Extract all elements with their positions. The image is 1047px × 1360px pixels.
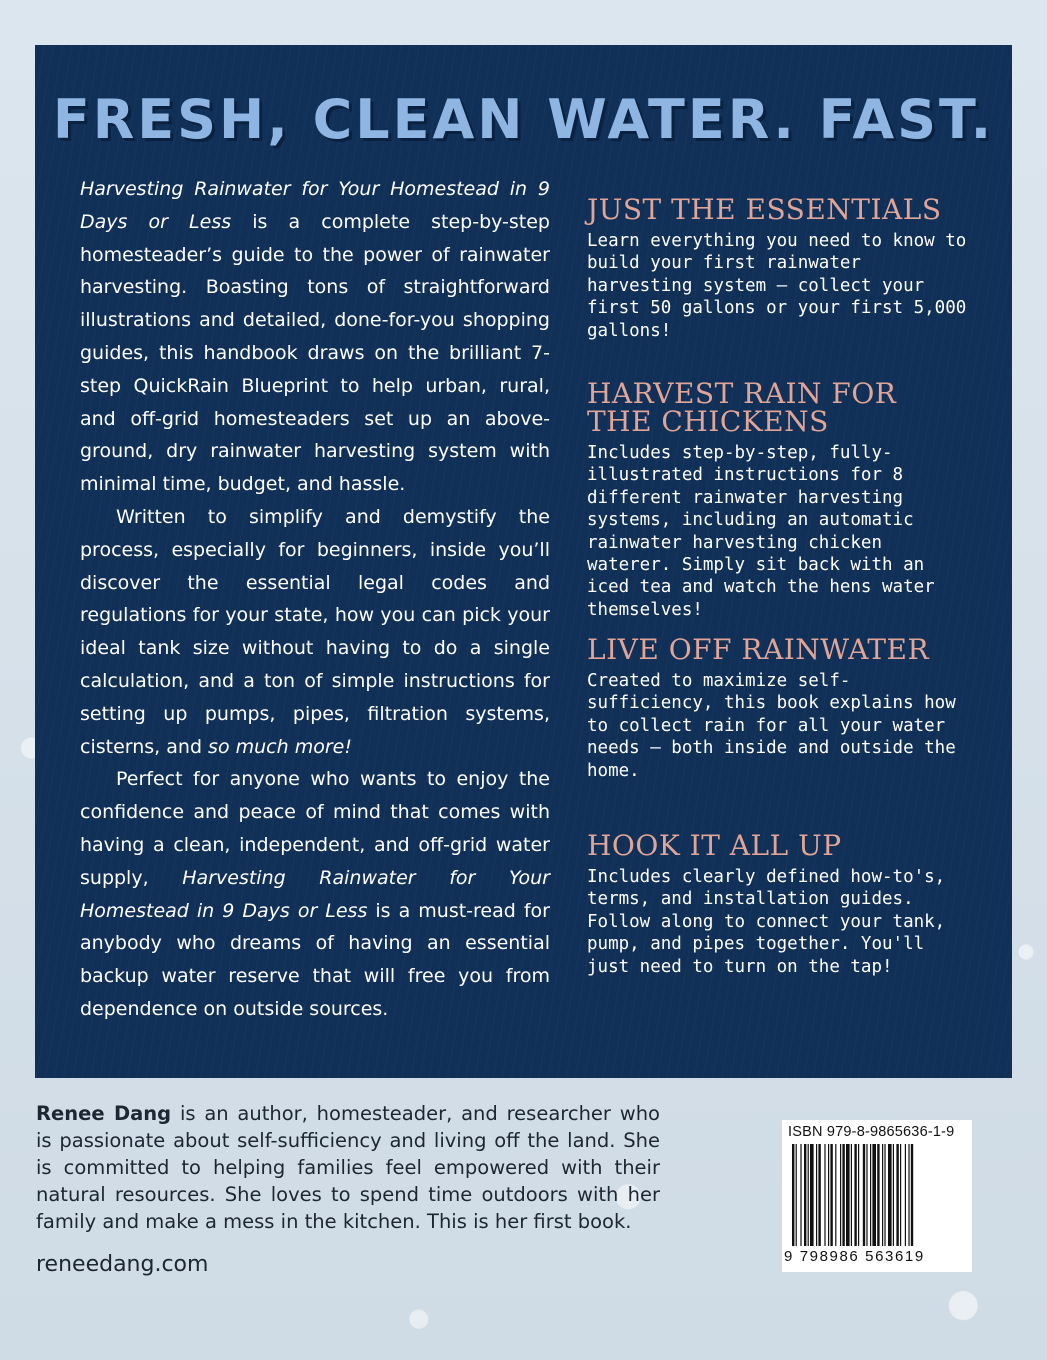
- author-name: Renee Dang: [36, 1102, 172, 1125]
- author-bio: Renee Dang is an author, homesteader, and researcher who is passionate about self-sufficiency and living off the land. She is committed to helping families feel empowered with their natural resources. She loves to spend time outdoors with her family and make a mess in the kitchen. This is her first book.: [36, 1102, 660, 1233]
- barcode-bar: [908, 1144, 909, 1246]
- barcode-bar: [792, 1144, 794, 1246]
- barcode-bar: [851, 1144, 852, 1246]
- barcode-bar: [882, 1144, 883, 1246]
- feature-body: Created to maximize self-sufficiency, this book explains how to collect rain for all your water needs — both inside and outside the home.: [587, 671, 956, 781]
- feature-heading: JUST THE ESSENTIALS: [587, 193, 942, 226]
- barcode-bar: [911, 1144, 913, 1246]
- description-paragraph-1: Harvesting Rainwater for Your Homestead in 9 Days or Less is a complete step-by-step homesteader’s guide to the power of rainwater harvesting. Boasting tons of straightforward illustrations and detailed, done-for-you shopping guides, this handbook draws on the brilliant 7-step QuickRain Blueprint to help urban, rural, and off-grid homesteaders set up an above-ground, dry rainwater harvesting system with minimal time, budget, and hassle.: [80, 178, 550, 496]
- barcode-bar: [884, 1144, 885, 1246]
- barcode-bar: [863, 1144, 865, 1246]
- barcode-bars: [792, 1144, 964, 1246]
- feature-heading: HARVEST RAIN FOR THE CHICKENS: [587, 377, 897, 438]
- book-title: Harvesting Rainwater for Your Homestead in 9 Days or Less: [80, 178, 550, 233]
- feature-section-hook-up: [587, 829, 967, 978]
- author-website: reneedang.com: [36, 1252, 209, 1277]
- isbn-label: ISBN 979-8-9865636-1-9: [788, 1124, 955, 1140]
- barcode-bar: [842, 1144, 844, 1246]
- barcode-bar: [866, 1144, 867, 1246]
- barcode-bar: [818, 1144, 820, 1246]
- barcode-bar: [858, 1144, 859, 1246]
- barcode-bar: [816, 1144, 817, 1246]
- barcode-bar: [896, 1144, 898, 1246]
- feature-heading: LIVE OFF RAINWATER: [587, 633, 930, 666]
- barcode-bar: [808, 1144, 809, 1246]
- barcode-bar: [888, 1144, 892, 1246]
- barcode-bar: [828, 1144, 829, 1246]
- barcode-bar: [846, 1144, 850, 1246]
- barcode-bar: [835, 1144, 836, 1246]
- barcode-bar: [872, 1144, 876, 1246]
- barcode-bar: [854, 1144, 856, 1246]
- barcode-bar: [830, 1144, 832, 1246]
- barcode-bar: [840, 1144, 841, 1246]
- feature-section-live-off: [587, 633, 967, 782]
- feature-section-chickens: [587, 377, 967, 621]
- barcode-bar: [804, 1144, 806, 1246]
- barcode-bar: [905, 1144, 906, 1246]
- feature-heading: HOOK IT ALL UP: [587, 829, 842, 862]
- barcode-bar: [870, 1144, 871, 1246]
- barcode-bar: [796, 1144, 797, 1246]
- feature-body: Includes clearly defined how-to's, terms, and installation guides. Follow along to connect your tank, pump, and pipes together. You'll just need to turn on the tap!: [587, 867, 946, 977]
- barcode-bar: [900, 1144, 901, 1246]
- barcode-bar: [877, 1144, 879, 1246]
- description-paragraph-3: Perfect for anyone who wants to enjoy the confidence and peace of mind that comes with having a clean, independent, and off-grid water supply, Harvesting Rainwater for Your Homestead in 9 Days or Less is a must-read for anybody who dreams of having an essential backup water reserve that will free you from dependence on outside sources.: [80, 768, 550, 1020]
- description-column: [80, 173, 550, 1026]
- isbn-barcode: [782, 1120, 972, 1272]
- description-paragraph-2: Written to simplify and demystify the process, especially for beginners, inside you’ll discover the essential legal codes and regulations for your state, how you can pick your ideal tank size without having to do a single calculation, and a ton of simple instructions for setting up pumps, pipes, filtration systems, cisterns, and so much more!: [80, 505, 550, 758]
- feature-body: Learn everything you need to know to build your first rainwater harvesting system — collect your first 50 gallons or your first 5,000 gallons!: [587, 231, 967, 341]
- feature-section-essentials: [587, 193, 967, 342]
- barcode-bar: [800, 1144, 801, 1246]
- barcode-bar: [810, 1144, 814, 1246]
- barcode-bar: [893, 1144, 894, 1246]
- book-title: Harvesting Rainwater for Your Homestead in 9 Days or Less: [80, 866, 550, 922]
- barcode-bar: [824, 1144, 825, 1246]
- headline: FRESH, CLEAN WATER. FAST.: [52, 88, 995, 151]
- feature-body: Includes step-by-step, fully-illustrated instructions for 8 different rainwater harvesting systems, including an automatic rainwater harvesting chicken waterer. Simply sit back with an iced tea and watch the hens water themselves!: [587, 443, 935, 620]
- barcode-number: 9 798986 563619: [784, 1248, 925, 1265]
